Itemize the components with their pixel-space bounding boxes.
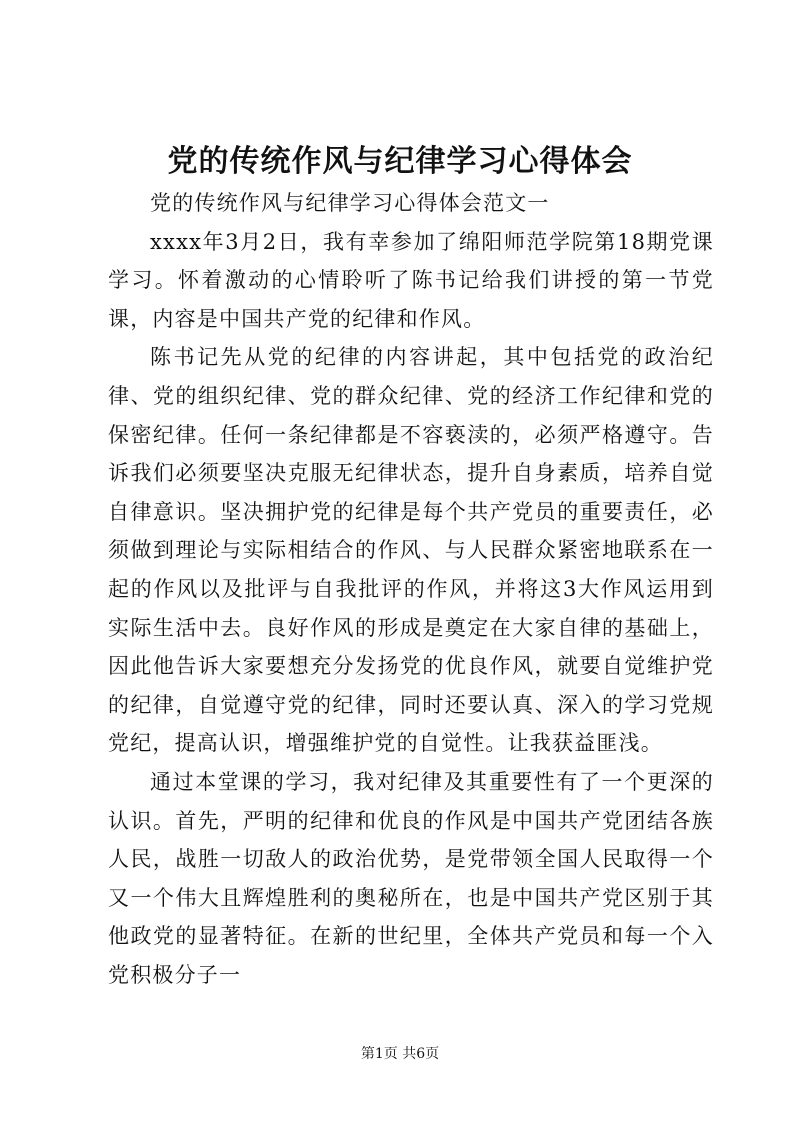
document-title: 党的传统作风与纪律学习心得体会 (167, 144, 633, 179)
page-footer: 第1页 共6页 (360, 1046, 440, 1062)
body-paragraph-1: xxxx年3月2日，我有幸参加了绵阳师范学院第18期党课学习。怀着激动的心情聆听了陈书记给我们讲授的第一节党课，内容是中国共产党的纪律和作风。 (108, 229, 714, 331)
subtitle-paragraph: 党的传统作风与纪律学习心得体会范文一 (150, 191, 550, 215)
body-paragraph-3: 通过本堂课的学习，我对纪律及其重要性有了一个更深的认识。首先，严明的纪律和优良的作风是中国共产党团结各族人民，战胜一切敌人的政治优势，是党带领全国人民取得一个又一个伟大且辉煌胜利的奥秘所在，也是中国共产党区别于其他政党的显著特征。在新的世纪里，全体共产党员和每一个入党积极分子一 (108, 769, 714, 987)
document-body (108, 184, 714, 994)
body-paragraph-2: 陈书记先从党的纪律的内容讲起，其中包括党的政治纪律、党的组织纪律、党的群众纪律、党的经济工作纪律和党的保密纪律。任何一条纪律都是不容亵渎的，必须严格遵守。告诉我们必须要坚决克服无纪律状态，提升自身素质，培养自觉自律意识。坚决拥护党的纪律是每个共产党员的重要责任，必须做到理论与实际相结合的作风、与人民群众紧密地联系在一起的作风以及批评与自我批评的作风，并将这3大作风运用到实际生活中去。良好作风的形成是奠定在大家自律的基础上，因此他告诉大家要想充分发扬党的优良作风，就要自觉维护党的纪律，自觉遵守党的纪律，同时还要认真、深入的学习党规党纪，提高认识，增强维护党的自觉性。让我获益匪浅。 (108, 345, 714, 756)
